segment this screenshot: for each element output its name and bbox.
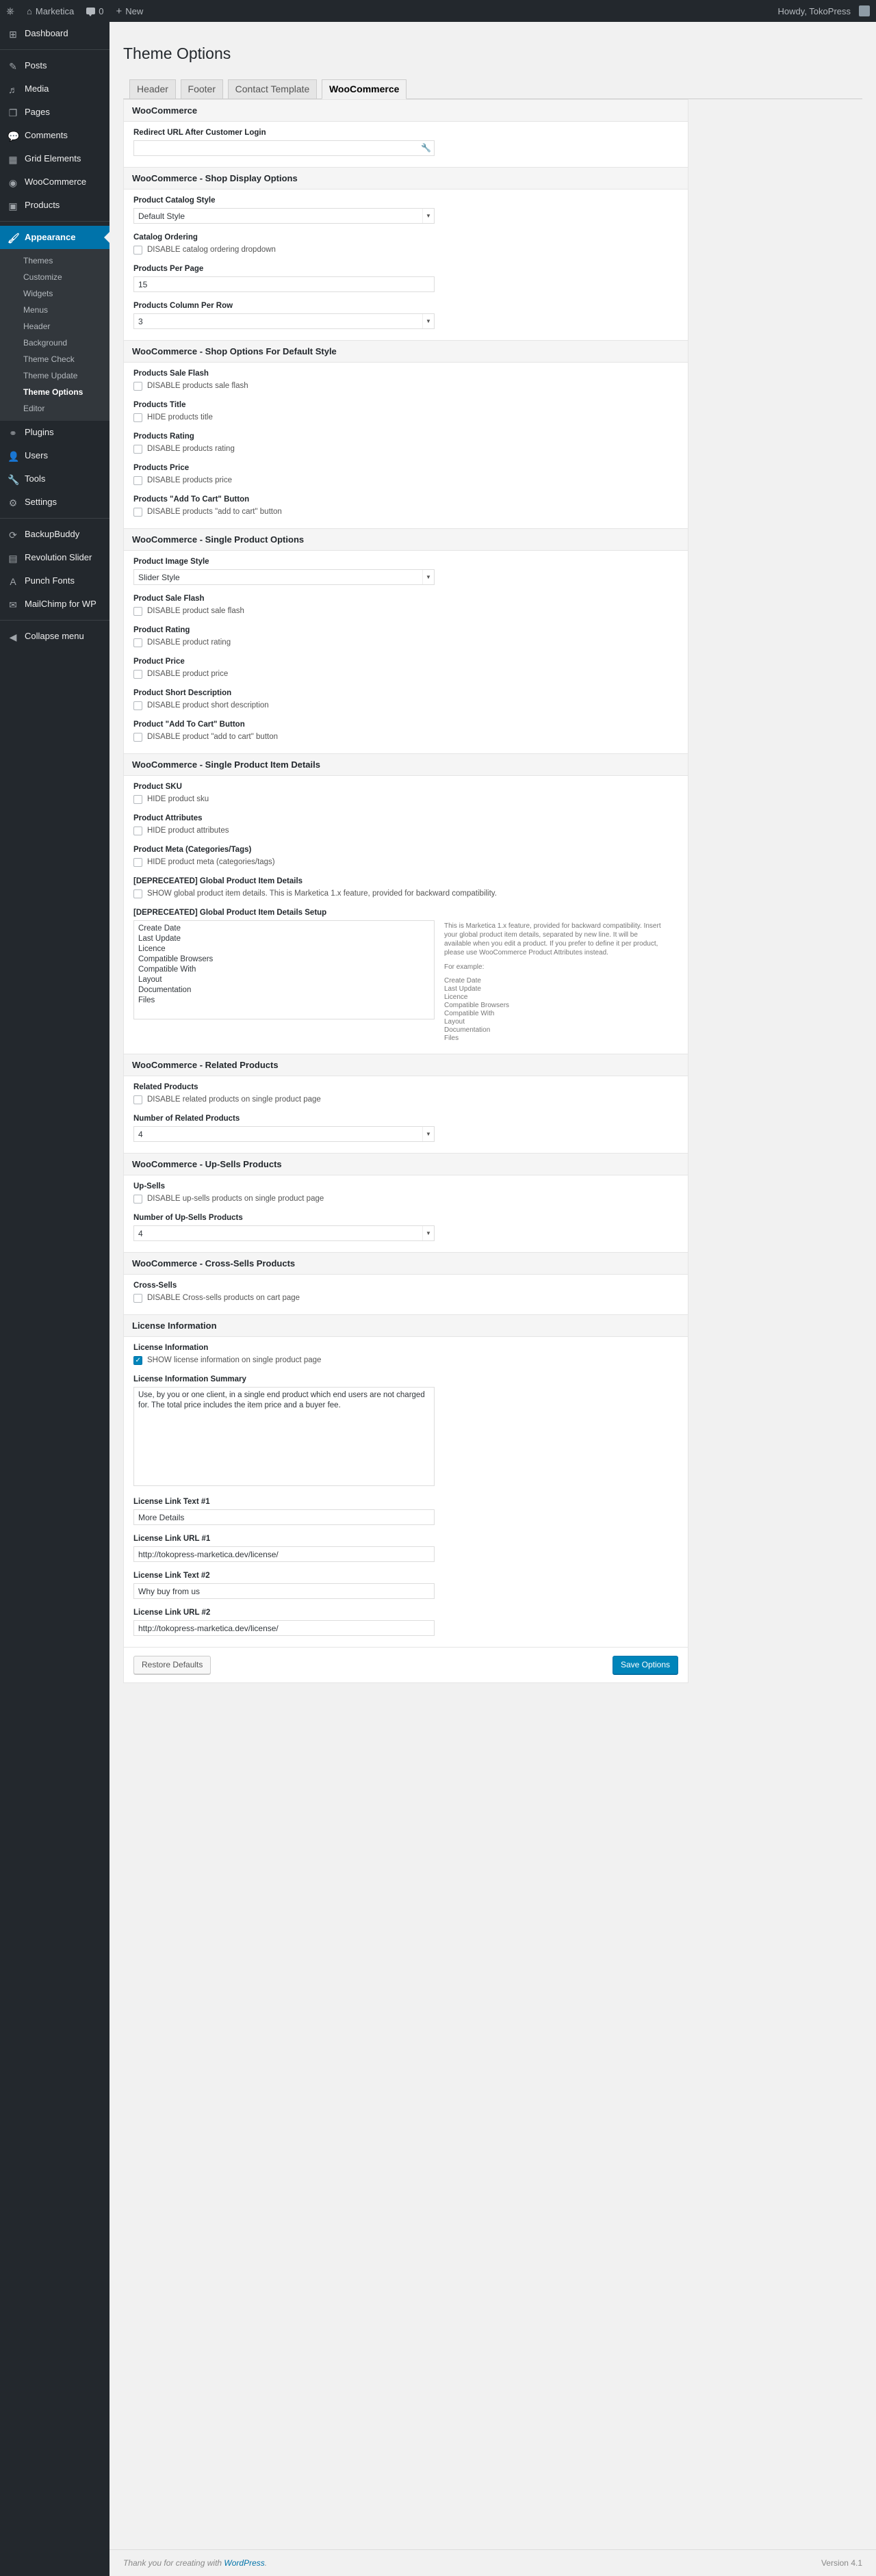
sidebar-item-punch-fonts[interactable] [0, 569, 110, 593]
setup-desc-example-item: Create Date [444, 977, 481, 985]
save-options-button[interactable]: Save Options [613, 1656, 678, 1674]
wordpress-link[interactable]: WordPress [224, 2558, 265, 2568]
tab-contact-template[interactable]: Contact Template [228, 79, 318, 99]
deprecated-global-item-details-row[interactable] [133, 889, 678, 899]
deprecated-global-item-details-checkbox-label: SHOW global product item details. This is Marketica 1.x feature, provided for backward compatibility. [147, 889, 497, 898]
license-link-url-1-label: License Link URL #1 [133, 1535, 211, 1543]
wp-logo-menu[interactable] [0, 0, 21, 22]
field-number-of-upsells [133, 1214, 678, 1241]
field-products-sale-flash [133, 369, 678, 391]
product-image-style-select[interactable] [133, 569, 435, 585]
products-price-checkbox-label: DISABLE products price [147, 476, 233, 484]
wp-footer [110, 2549, 876, 2576]
submenu-item-theme-update[interactable]: Theme Update [23, 371, 78, 380]
product-short-description-row[interactable] [133, 701, 678, 711]
field-product-meta [133, 846, 678, 868]
menu-separator [0, 49, 110, 50]
sidebar-item-plugins[interactable] [0, 421, 110, 444]
field-product-attributes [133, 814, 678, 836]
comments-menu[interactable] [80, 0, 110, 22]
home-icon: ⌂ [27, 5, 32, 16]
product-rating-checkbox-label: DISABLE product rating [147, 638, 231, 647]
catalog-ordering-checkbox[interactable] [133, 246, 142, 255]
section-body-item-details [124, 776, 688, 1054]
field-upsells [133, 1182, 678, 1204]
license-information-row[interactable] [133, 1355, 678, 1366]
product-sku-checkbox[interactable] [133, 795, 142, 804]
setup-desc-example-label: For example: [444, 963, 485, 971]
collapse-icon [8, 632, 18, 641]
products-rating-label: Products Rating [133, 432, 194, 441]
license-link-url-2-input[interactable] [133, 1620, 435, 1636]
setup-desc-example-item: Compatible With [444, 1010, 495, 1017]
sidebar-item-label: Grid Elements [25, 153, 81, 164]
punch-fonts-icon [8, 576, 18, 586]
products-icon [8, 200, 18, 210]
product-add-to-cart-checkbox-label: DISABLE product "add to cart" button [147, 733, 278, 741]
redirect-url-input[interactable] [133, 140, 435, 156]
submenu-item-themes[interactable]: Themes [23, 256, 53, 265]
section-body-woocommerce [124, 122, 688, 167]
products-price-row[interactable] [133, 476, 678, 486]
submenu-item-theme-options[interactable]: Theme Options [23, 387, 83, 397]
sidebar-item-label: Products [25, 200, 60, 210]
comments-count: 0 [99, 5, 104, 16]
appearance-submenu [0, 249, 110, 421]
redirect-url-input-wrap [133, 140, 435, 156]
setup-desc-example-list [444, 977, 663, 1043]
submenu-item-customize[interactable]: Customize [23, 272, 62, 282]
product-attributes-checkbox[interactable] [133, 827, 142, 835]
sidebar-item-mailchimp[interactable] [0, 593, 110, 616]
sidebar-item-label: MailChimp for WP [25, 599, 96, 609]
products-column-select[interactable] [133, 313, 435, 329]
number-of-related-products-select[interactable] [133, 1126, 435, 1142]
section-body-related-products [124, 1076, 688, 1153]
product-add-to-cart-checkbox[interactable] [133, 733, 142, 742]
upsells-label: Up-Sells [133, 1182, 166, 1191]
field-product-catalog-style [133, 196, 678, 224]
sidebar-item-settings[interactable] [0, 491, 110, 514]
setup-desc-example-item: Files [444, 1035, 459, 1042]
field-product-price [133, 658, 678, 679]
submenu-item-menus[interactable]: Menus [23, 305, 49, 315]
section-body-crosssells [124, 1275, 688, 1314]
crosssells-checkbox-label: DISABLE Cross-sells products on cart page [147, 1294, 300, 1302]
sidebar-item-label: WooCommerce [25, 177, 87, 187]
section-heading-item-details: WooCommerce - Single Product Item Details [124, 753, 688, 776]
section-heading-woocommerce: WooCommerce [124, 100, 688, 122]
related-products-checkbox[interactable] [133, 1095, 142, 1104]
section-heading-upsells: WooCommerce - Up-Sells Products [124, 1153, 688, 1175]
sidebar-item-label: Appearance [25, 232, 76, 242]
chevron-down-icon: ▼ [422, 314, 434, 328]
products-sale-flash-checkbox-label: DISABLE products sale flash [147, 382, 248, 390]
setup-desc-example-item: Compatible Browsers [444, 1002, 510, 1009]
submenu-item-header[interactable]: Header [23, 322, 51, 331]
field-deprecated-global-item-details [133, 877, 678, 899]
deprecated-global-item-details-checkbox[interactable] [133, 889, 142, 898]
product-short-description-label: Product Short Description [133, 689, 232, 697]
products-sale-flash-row[interactable] [133, 381, 678, 391]
chevron-down-icon: ▼ [422, 209, 434, 223]
product-attributes-checkbox-label: HIDE product attributes [147, 827, 229, 835]
global-item-details-setup-label: [DEPRECEATED] Global Product Item Details Setup [133, 909, 327, 917]
global-item-details-setup-description [444, 920, 663, 1043]
sidebar-item-label: Comments [25, 130, 68, 140]
upsells-row[interactable] [133, 1194, 678, 1204]
section-body-single-product [124, 551, 688, 753]
field-products-price [133, 464, 678, 486]
menu-separator [0, 221, 110, 222]
my-account-menu[interactable] [772, 0, 876, 22]
products-title-label: Products Title [133, 401, 186, 409]
section-body-shop-default-style [124, 363, 688, 528]
posts-icon [8, 61, 18, 70]
new-label: New [125, 5, 144, 16]
submenu-item-theme-check[interactable]: Theme Check [23, 354, 75, 364]
field-license-information [133, 1344, 678, 1366]
sidebar-item-backupbuddy[interactable] [0, 523, 110, 546]
sidebar-item-grid-elements[interactable] [0, 147, 110, 170]
license-summary-textarea[interactable] [133, 1387, 435, 1486]
sidebar-item-appearance[interactable] [0, 226, 110, 249]
products-add-to-cart-label: Products "Add To Cart" Button [133, 495, 250, 504]
product-image-style-wrap [133, 569, 435, 585]
related-products-label: Related Products [133, 1083, 198, 1091]
product-price-label: Product Price [133, 658, 185, 666]
upsells-checkbox-label: DISABLE up-sells products on single product page [147, 1195, 324, 1203]
submenu-item-widgets[interactable]: Widgets [23, 289, 53, 298]
product-price-row[interactable] [133, 669, 678, 679]
users-icon [8, 451, 18, 460]
tab-header[interactable]: Header [129, 79, 176, 99]
new-content-menu[interactable] [110, 0, 149, 22]
product-sale-flash-row[interactable] [133, 606, 678, 616]
field-crosssells [133, 1282, 678, 1303]
footer-thanks-prefix: Thank you for creating with [123, 2558, 224, 2568]
field-global-item-details-setup [133, 909, 678, 1043]
field-license-summary [133, 1375, 678, 1488]
submenu-item-editor[interactable]: Editor [23, 404, 45, 413]
field-product-sku [133, 783, 678, 805]
license-link-text-1-input[interactable] [133, 1509, 435, 1525]
license-link-text-2-input[interactable] [133, 1583, 435, 1599]
related-products-checkbox-label: DISABLE related products on single product page [147, 1095, 321, 1104]
license-link-text-1-label: License Link Text #1 [133, 1498, 210, 1506]
mailchimp-icon [8, 599, 18, 609]
license-summary-label: License Information Summary [133, 1375, 246, 1383]
catalog-ordering-checkbox-label: DISABLE catalog ordering dropdown [147, 246, 276, 254]
sidebar-item-woocommerce[interactable] [0, 170, 110, 194]
product-catalog-style-select[interactable] [133, 208, 435, 224]
sidebar-item-revolution-slider[interactable] [0, 546, 110, 569]
license-link-url-2-label: License Link URL #2 [133, 1609, 211, 1617]
sidebar-item-label: Posts [25, 60, 47, 70]
products-title-checkbox-label: HIDE products title [147, 413, 213, 421]
revolution-slider-icon [8, 553, 18, 562]
upsells-checkbox[interactable] [133, 1195, 142, 1204]
comments-icon [8, 131, 18, 140]
footer-thanks [123, 2558, 267, 2568]
grid-icon [8, 154, 18, 164]
number-of-upsells-label: Number of Up-Sells Products [133, 1214, 243, 1222]
footer-thanks-suffix: . [264, 2558, 268, 2568]
sidebar-item-pages[interactable] [0, 101, 110, 124]
submenu-item-background[interactable]: Background [23, 338, 68, 348]
chevron-down-icon: ▼ [422, 1226, 434, 1240]
product-attributes-label: Product Attributes [133, 814, 203, 822]
field-number-of-related-products [133, 1115, 678, 1142]
menu-separator [0, 620, 110, 621]
product-short-description-checkbox-label: DISABLE product short description [147, 701, 269, 710]
field-redirect-url [133, 129, 678, 156]
product-add-to-cart-label: Product "Add To Cart" Button [133, 720, 245, 729]
redirect-url-label: Redirect URL After Customer Login [133, 129, 266, 137]
license-link-url-1-input[interactable] [133, 1546, 435, 1562]
field-product-short-description [133, 689, 678, 711]
chevron-down-icon: ▼ [422, 570, 434, 584]
wp-version: Version 4.1 [821, 2558, 862, 2568]
product-sku-checkbox-label: HIDE product sku [147, 795, 209, 803]
sidebar-item-label: Punch Fonts [25, 575, 75, 586]
panel-footer [124, 1647, 688, 1682]
number-of-related-products-wrap [133, 1126, 435, 1142]
site-name-menu[interactable] [21, 0, 80, 22]
plus-icon: + [116, 5, 123, 17]
site-name: Marketica [35, 5, 75, 16]
license-information-label: License Information [133, 1344, 209, 1352]
products-column-label: Products Column Per Row [133, 302, 233, 310]
sidebar-item-products[interactable] [0, 194, 110, 217]
crosssells-label: Cross-Sells [133, 1282, 177, 1290]
number-of-related-products-label: Number of Related Products [133, 1115, 240, 1123]
sidebar-item-label: BackupBuddy [25, 529, 80, 539]
sidebar-item-label: Plugins [25, 427, 54, 437]
number-of-upsells-select[interactable] [133, 1225, 435, 1241]
product-meta-row[interactable] [133, 857, 678, 868]
deprecated-global-item-details-label: [DEPRECEATED] Global Product Item Details [133, 877, 303, 885]
section-body-upsells [124, 1175, 688, 1252]
section-body-shop-display [124, 190, 688, 340]
sidebar-item-label: Users [25, 450, 48, 460]
section-heading-shop-default-style: WooCommerce - Shop Options For Default Style [124, 340, 688, 363]
product-sale-flash-checkbox[interactable] [133, 607, 142, 616]
field-products-rating [133, 432, 678, 454]
pages-icon [8, 107, 18, 117]
products-rating-checkbox-label: DISABLE products rating [147, 445, 235, 453]
woocommerce-icon [8, 177, 18, 187]
product-sku-label: Product SKU [133, 783, 182, 791]
admin-bar-right [772, 0, 876, 22]
collapse-menu-label: Collapse menu [25, 631, 84, 641]
products-column-wrap [133, 313, 435, 329]
sidebar-item-tools[interactable] [0, 467, 110, 491]
products-title-row[interactable] [133, 413, 678, 423]
tab-footer[interactable]: Footer [181, 79, 223, 99]
dashboard-icon [8, 29, 18, 38]
related-products-row[interactable] [133, 1095, 678, 1105]
sidebar-item-label: Media [25, 83, 49, 94]
setup-desc-example-item: Licence [444, 993, 468, 1001]
section-heading-related-products: WooCommerce - Related Products [124, 1054, 688, 1076]
products-add-to-cart-row[interactable] [133, 507, 678, 517]
field-product-rating [133, 626, 678, 648]
sidebar-item-label: Settings [25, 497, 57, 507]
catalog-ordering-label: Catalog Ordering [133, 233, 198, 242]
field-products-title [133, 401, 678, 423]
field-license-link-text-2 [133, 1572, 678, 1599]
main-content [110, 22, 876, 1683]
field-product-sale-flash [133, 595, 678, 616]
product-catalog-style-label: Product Catalog Style [133, 196, 216, 205]
howdy-label: Howdy, TokoPress [777, 5, 851, 16]
product-rating-label: Product Rating [133, 626, 190, 634]
product-meta-checkbox[interactable] [133, 858, 142, 867]
product-rating-checkbox[interactable] [133, 638, 142, 647]
avatar [859, 5, 870, 16]
product-meta-checkbox-label: HIDE product meta (categories/tags) [147, 858, 275, 866]
theme-options-panel [123, 99, 688, 1683]
product-short-description-checkbox[interactable] [133, 701, 142, 710]
admin-sidebar [0, 22, 110, 2576]
appearance-icon [8, 233, 18, 242]
setup-desc-example-item: Documentation [444, 1026, 491, 1034]
sidebar-item-comments[interactable] [0, 124, 110, 147]
products-rating-checkbox[interactable] [133, 445, 142, 454]
wrench-icon[interactable]: 🔧 [421, 143, 431, 153]
license-link-text-2-label: License Link Text #2 [133, 1572, 210, 1580]
license-information-checkbox[interactable] [133, 1356, 142, 1365]
sidebar-item-label: Pages [25, 107, 50, 117]
comment-bubble-icon [86, 8, 95, 14]
sidebar-item-media[interactable] [0, 77, 110, 101]
global-item-details-setup-row [133, 920, 678, 1043]
products-sale-flash-label: Products Sale Flash [133, 369, 209, 378]
section-heading-crosssells: WooCommerce - Cross-Sells Products [124, 1252, 688, 1275]
backupbuddy-icon [8, 530, 18, 539]
sidebar-item-users[interactable] [0, 444, 110, 467]
menu-separator [0, 518, 110, 519]
field-catalog-ordering [133, 233, 678, 255]
products-rating-row[interactable] [133, 444, 678, 454]
tab-woocommerce[interactable]: WooCommerce [322, 79, 407, 99]
sidebar-item-posts[interactable] [0, 54, 110, 77]
media-icon [8, 84, 18, 94]
license-information-checkbox-label: SHOW license information on single product page [147, 1356, 322, 1364]
setup-desc-paragraph: This is Marketica 1.x feature, provided for backward compatibility. Insert your global product item details, separated by new line. It will be available when you edit a product. If you prefer to define it per product, please use WooCommerce Product Attributes instead. [444, 922, 661, 957]
admin-bar [0, 0, 876, 22]
product-image-style-label: Product Image Style [133, 558, 209, 566]
crosssells-row[interactable] [133, 1293, 678, 1303]
settings-icon [8, 497, 18, 507]
product-meta-label: Product Meta (Categories/Tags) [133, 846, 252, 854]
sidebar-item-label: Tools [25, 473, 46, 484]
product-rating-row[interactable] [133, 638, 678, 648]
page-title: Theme Options [123, 44, 231, 62]
product-price-checkbox[interactable] [133, 670, 142, 679]
wordpress-logo-icon: ⎈ [6, 5, 15, 17]
sidebar-item-label: Dashboard [25, 28, 68, 38]
products-add-to-cart-checkbox-label: DISABLE products "add to cart" button [147, 508, 282, 516]
field-license-link-text-1 [133, 1498, 678, 1525]
tools-icon [8, 474, 18, 484]
setup-desc-example-item: Last Update [444, 985, 481, 993]
product-catalog-style-wrap [133, 208, 435, 224]
crosssells-checkbox[interactable] [133, 1294, 142, 1303]
catalog-ordering-checkbox-row[interactable] [133, 245, 678, 255]
product-add-to-cart-row[interactable] [133, 732, 678, 742]
products-price-label: Products Price [133, 464, 190, 472]
section-heading-single-product: WooCommerce - Single Product Options [124, 528, 688, 551]
sidebar-item-dashboard[interactable] [0, 22, 110, 45]
products-add-to-cart-checkbox[interactable] [133, 508, 142, 517]
product-price-checkbox-label: DISABLE product price [147, 670, 229, 678]
restore-defaults-button[interactable]: Restore Defaults [133, 1656, 211, 1674]
field-products-per-page [133, 265, 678, 292]
number-of-upsells-wrap [133, 1225, 435, 1241]
product-sale-flash-label: Product Sale Flash [133, 595, 205, 603]
product-attributes-row[interactable] [133, 826, 678, 836]
field-license-link-url-1 [133, 1535, 678, 1562]
field-license-link-url-2 [133, 1609, 678, 1636]
products-per-page-label: Products Per Page [133, 265, 204, 273]
section-heading-license: License Information [124, 1314, 688, 1337]
global-item-details-setup-textarea[interactable] [133, 920, 435, 1019]
products-sale-flash-checkbox[interactable] [133, 382, 142, 391]
section-body-license [124, 1337, 688, 1647]
chevron-down-icon: ▼ [422, 1127, 434, 1141]
product-sku-row[interactable] [133, 794, 678, 805]
field-products-column-per-row [133, 302, 678, 329]
setup-desc-example-item: Layout [444, 1018, 465, 1026]
field-product-image-style [133, 558, 678, 585]
product-sale-flash-checkbox-label: DISABLE product sale flash [147, 607, 244, 615]
field-product-add-to-cart [133, 720, 678, 742]
products-price-checkbox[interactable] [133, 476, 142, 485]
products-title-checkbox[interactable] [133, 413, 142, 422]
products-per-page-input[interactable] [133, 276, 435, 292]
section-heading-shop-display: WooCommerce - Shop Display Options [124, 167, 688, 190]
collapse-menu-button[interactable] [0, 625, 110, 648]
field-related-products [133, 1083, 678, 1105]
field-products-add-to-cart [133, 495, 678, 517]
tab-bar [123, 79, 862, 99]
sidebar-item-label: Revolution Slider [25, 552, 92, 562]
plugins-icon [8, 428, 18, 437]
